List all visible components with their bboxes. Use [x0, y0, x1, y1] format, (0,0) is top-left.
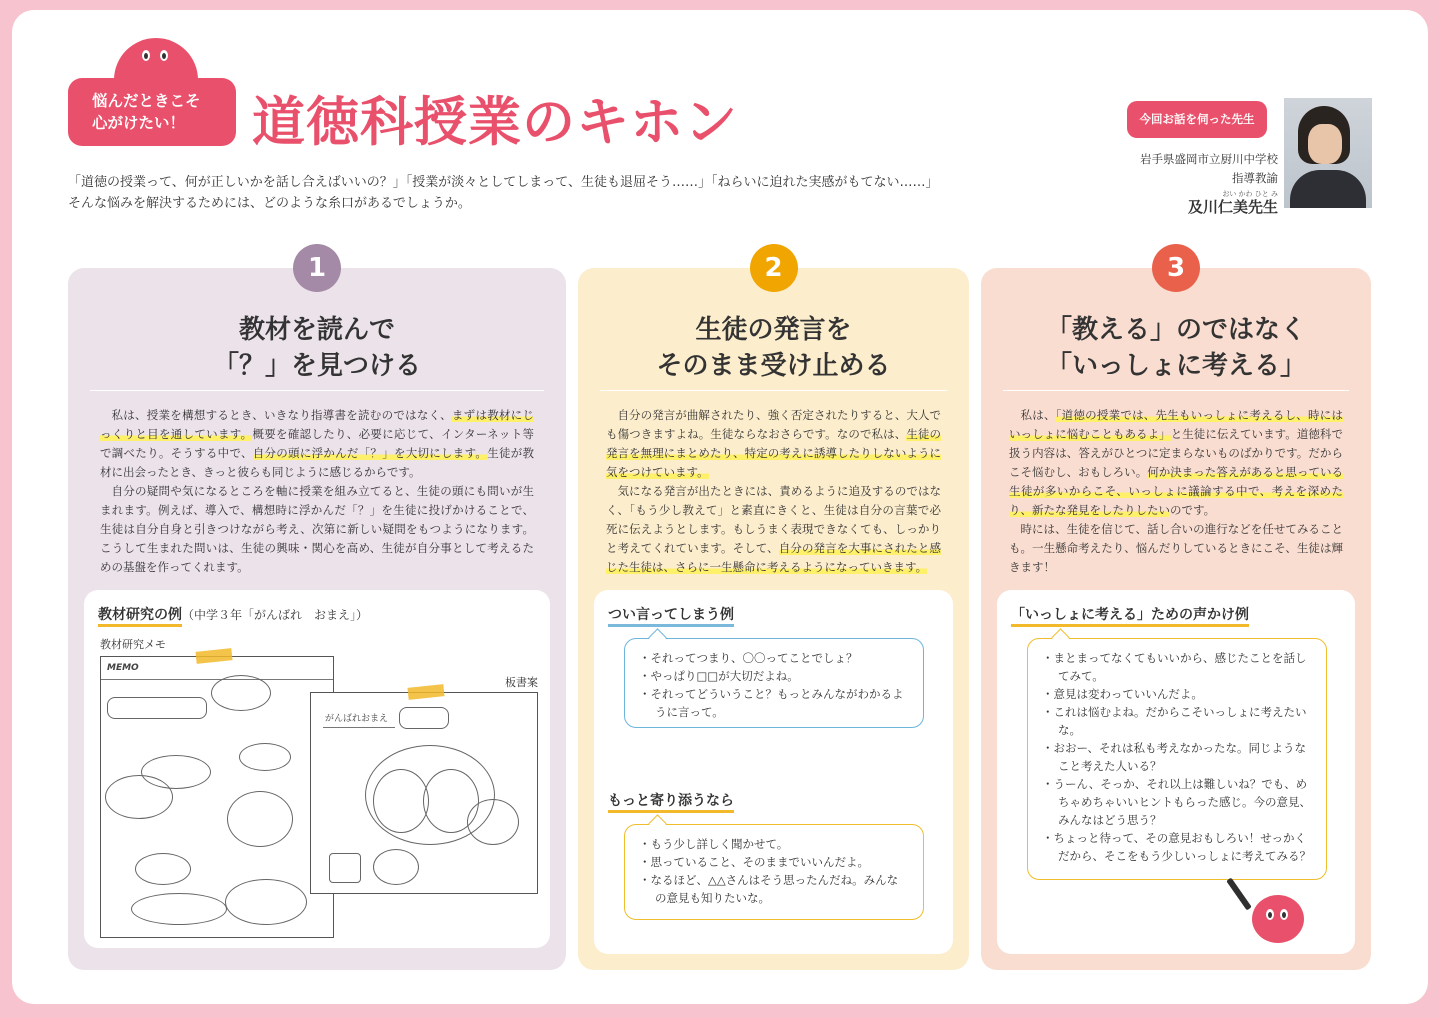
column-3	[981, 253, 1371, 970]
column-title-line1: 生徒の発言を	[695, 315, 852, 345]
card-title-text: つい言ってしまう例	[608, 607, 734, 627]
board-label: 板書案	[505, 676, 538, 689]
divider	[90, 390, 544, 391]
research-example-card	[84, 590, 550, 948]
text: と生徒に伝えています。道徳科で扱う内容は、答えがひとつに定まらないものばかりです。だからこそ悩むし、おもしろい。	[1009, 427, 1343, 479]
column-title-line1: 「教える」のではなく	[1045, 315, 1306, 345]
highlight-text: 生徒の発言を無理にまとめたり、特定の考えに誘導したりしないように気をつけています。	[606, 427, 941, 479]
column-body	[606, 406, 941, 577]
column-2	[578, 253, 969, 970]
column-number: 2	[750, 244, 798, 292]
column-1	[68, 253, 566, 970]
column-body	[1009, 406, 1343, 577]
list-item: ・ なるほど、△△さんはそう思ったんだね。みんなの意見も知りたいな。	[639, 871, 909, 907]
text: 自分の発言が曲解されたり、強く否定されたりすると、大人でも傷つきますよね。生徒ならなおさらです。なので私は、	[606, 408, 941, 441]
list-item: ・ まとまってなくてもいいから、感じたことを話してみて。	[1042, 649, 1312, 685]
list-item: ・ うーん、そっか、それ以上は難しいね？でも、めちゃめちゃいいヒントもらった感じ。今の意見、みんなはどう思う？	[1042, 775, 1312, 829]
intro-line1: 「道徳の授業って、何が正しいかを話し合えばいいの？」「授業が淡々としてしまって、生徒も退屈そう……」「ねらいに迫れた実感がもてない……」	[68, 175, 939, 190]
board-sketch	[310, 692, 538, 894]
card-title-text: もっと寄り添うなら	[608, 793, 734, 813]
teacher-name-ruby: おい かわ ひと み	[1222, 190, 1278, 198]
teacher-info	[1140, 150, 1278, 217]
card-title-text: 「いっしょに考える」ための声かけ例	[1011, 607, 1249, 627]
good-examples-list	[624, 824, 924, 920]
badge-line2: 心がけたい！	[92, 114, 186, 132]
teacher-name: 及川仁美先生	[1187, 198, 1278, 216]
intro-line2: そんな悩みを解決するためには、どのような糸口があるでしょうか。	[68, 196, 471, 211]
teacher-school: 岩手県盛岡市立厨川中学校	[1140, 152, 1278, 166]
list-item: ・ これは悩むよね。だからこそいっしょに考えたいな。	[1042, 703, 1312, 739]
list-item: ・ 思っていること、そのままでいいんだよ。	[639, 853, 909, 871]
card-title	[98, 604, 368, 624]
list-item: ・ それってどういうこと？もっとみんながわかるように言って。	[639, 685, 909, 721]
teacher-photo	[1284, 98, 1372, 208]
text: のです。	[1170, 503, 1216, 517]
highlight-text: 「道徳の授業では、先生もいっしょに考えるし、時にはいっしょに悩むこともあるよ」	[1009, 408, 1344, 441]
card-title	[1011, 604, 1249, 624]
text: 生徒が教材に出会ったとき、きっと彼らも同じように感じるからです。	[100, 446, 534, 479]
column-number: 3	[1152, 244, 1200, 292]
column-title-line2: そのまま受け止める	[656, 351, 891, 381]
prompts-card	[997, 590, 1355, 954]
memo-sketch	[100, 656, 334, 938]
board-heading: がんばれおまえ	[325, 714, 389, 724]
list-item: ・ ちょっと待って、その意見おもしろい！せっかくだから、そこをもう少しいっしょに考えてみる？	[1042, 829, 1312, 865]
highlight-text: まずは教材にじっくりと目を通しています。	[100, 408, 534, 441]
divider	[600, 390, 947, 391]
bad-examples-list	[624, 638, 924, 728]
column-title	[68, 312, 566, 384]
card-title	[608, 604, 734, 624]
text: 私は、	[1020, 408, 1056, 422]
list-item: ・ おおー、それは私も考えなかったな。同じようなこと考えた人いる？	[1042, 739, 1312, 775]
card-title-text: 教材研究の例	[98, 607, 182, 627]
page-title: 道徳科授業のキホン	[252, 92, 738, 153]
mascot-icon	[1252, 895, 1304, 943]
column-title-line1: 教材を読んで	[238, 315, 395, 345]
card-subtitle: （中学３年「がんばれ おまえ」）	[182, 608, 369, 622]
list-item: ・ 意見は変わっていいんだよ。	[1042, 685, 1312, 703]
list-item: ・ もう少し詳しく聞かせて。	[639, 835, 909, 853]
list-item: ・ やっぱり□□が大切だよね。	[639, 667, 909, 685]
highlight-text: 自分の頭に浮かんだ「？」を大切にします。	[252, 446, 488, 460]
teacher-role: 指導教諭	[1232, 171, 1278, 185]
prompts-list	[1027, 638, 1327, 880]
memo-label: 教材研究メモ	[100, 638, 166, 651]
column-title	[578, 312, 969, 384]
list-item: ・ それってつまり、〇〇ってことでしょ？	[639, 649, 909, 667]
card-title	[608, 790, 734, 810]
teacher-tag: 今回お話を伺った先生	[1127, 101, 1267, 138]
highlight-text: 自分の発言を大事にされたと感じた生徒は、さらに一生懸命に考えるようになっていきます。	[606, 541, 941, 574]
column-title-line2: 「いっしょに考える」	[1045, 351, 1306, 381]
paragraph: 時には、生徒を信じて、話し合いの進行などを任せてみることも。一生懸命考えたり、悩んだりしているときにこそ、生徒は輝きます！	[1009, 522, 1343, 574]
memo-heading: MEMO	[107, 663, 139, 673]
text: 私は、授業を構想するとき、いきなり指導書を読むのではなく、	[111, 408, 452, 422]
column-title	[981, 312, 1371, 384]
highlight-text: 何か決まった答えがあると思っている生徒が多いからこそ、いっしょに議論する中で、考えを深めたり、新たな発見をしたりしたい	[1009, 465, 1344, 517]
examples-card	[594, 590, 953, 954]
intro-text	[68, 172, 1008, 214]
column-number: 1	[293, 244, 341, 292]
text: 気になる発言が出たときには、責めるように追及するのではなく、「もう少し教えて」と素直にきくと、生徒は自分の言葉で必死に伝えようとします。もしうまく表現できなくても、しっかりと考えてくれています。そして、	[606, 484, 941, 555]
paragraph: 自分の疑問や気になるところを軸に授業を組み立てると、生徒の頭にも問いが生まれます。例えば、導入で、構想時に浮かんだ「？」を生徒に投げかけることで、生徒は自分自身と引きつけながら考え、次第に新しい疑問をもつようになります。こうして生まれた問いは、生徒の興味・関心を高め、生徒が自分事として考えるための基盤を作ってくれます。	[100, 484, 534, 574]
column-body	[100, 406, 534, 577]
text: 概要を確認したり、必要に応じて、インターネット等で調べたり。そうする中で、	[100, 427, 534, 460]
badge-line1: 悩んだときこそ	[92, 92, 201, 110]
header-badge	[68, 78, 236, 146]
column-title-line2: 「？」を見つける	[212, 351, 421, 381]
divider	[1003, 390, 1349, 391]
